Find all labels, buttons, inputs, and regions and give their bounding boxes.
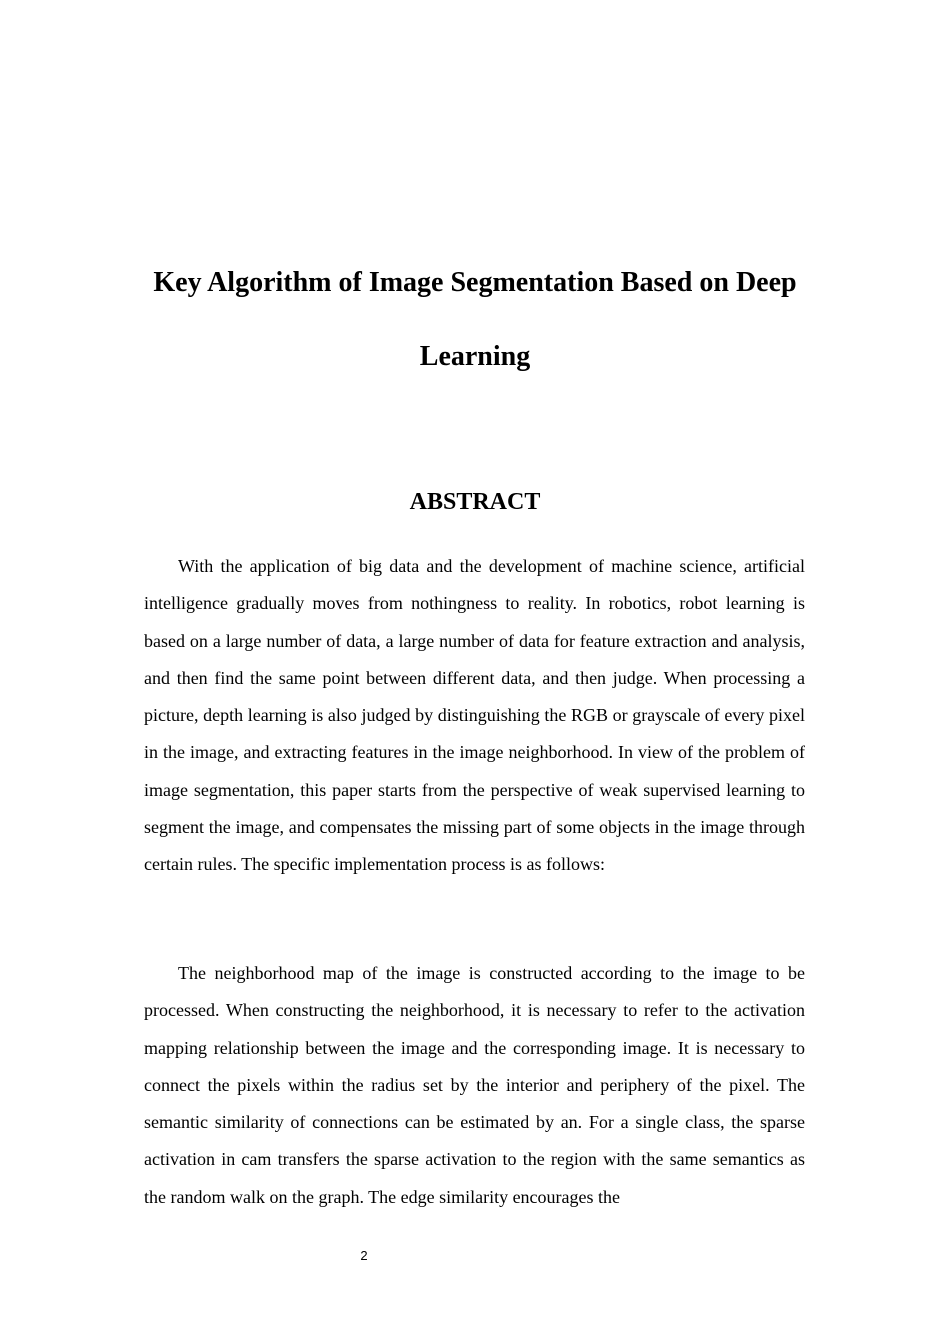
abstract-paragraph: With the application of big data and the development of machine science, artificial intelligence gradually moves from nothingness to reality. In robotics, robot learning is based on a large number of data, a large number of data for feature extraction and analysis, and then find the same point between different data, and then judge. When processing a picture, depth learning is also judged by distinguishing the RGB or grayscale of every pixel in the image, and extracting features in the image neighborhood. In view of the problem of image segmentation, this paper starts from the perspective of weak supervised learning to segment the image, and compensates the missing part of some objects in the image through certain rules. The specific implementation process is as follows: [144,556,805,875]
page-number: 2 [360,1248,368,1263]
abstract-heading: ABSTRACT [409,489,541,515]
document-title: Key Algorithm of Image Segmentation Based on Deep Learning [153,267,797,372]
abstract-paragraph: The neighborhood map of the image is constructed according to the image to be processed. When constructing the neighborhood, it is necessary to refer to the activation mapping relationship between the image and the corresponding image. It is necessary to connect the pixels within the radius set by the interior and periphery of the pixel. The semantic similarity of connections can be estimated by an. For a single class, the sparse activation in cam transfers the sparse activation to the region with the same semantics as the random walk on the graph. The edge similarity encourages the [144,963,805,1207]
